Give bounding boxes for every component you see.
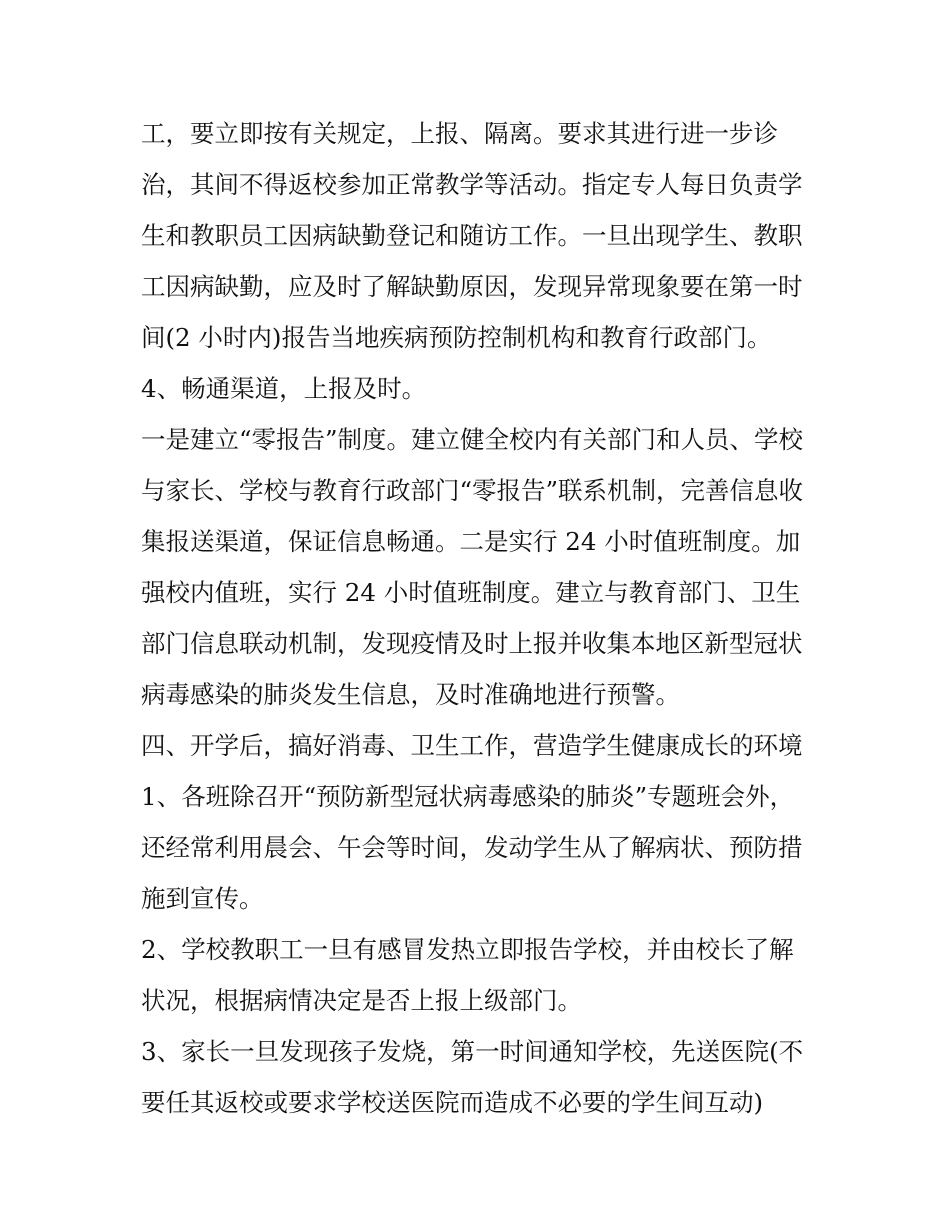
text-line: 病毒感染的肺炎发生信息，及时准确地进行预警。 [141,680,680,709]
text-line: 要任其返校或要求学校送医院而造成不必要的学生间互动) [141,1088,764,1117]
text-line: 集报送渠道，保证信息畅通。二是实行 24 小时值班制度。加 [141,527,801,556]
text-line: 工，要立即按有关规定，上报、隔离。要求其进行进一步诊 [141,119,778,148]
text-line: 一是建立“零报告”制度。建立健全校内有关部门和人员、学校 [141,425,804,454]
text-line: 2、学校教职工一旦有感冒发热立即报告学校，并由校长了解 [141,935,794,964]
text-line: 还经常利用晨会、午会等时间，发动学生从了解病状、预防措 [141,833,803,862]
text-line: 工因病缺勤，应及时了解缺勤原因，发现异常现象要在第一时 [141,272,803,301]
text-line: 治，其间不得返校参加正常教学等活动。指定专人每日负责学 [141,170,803,199]
text-line: 与家长、学校与教育行政部门“零报告”联系机制，完善信息收 [141,476,804,505]
document-body [141,108,821,1128]
text-line: 状况，根据病情决定是否上报上级部门。 [141,986,582,1015]
text-line: 1、各班除召开“预防新型冠状病毒感染的肺炎”专题班会外， [141,782,795,811]
text-line: 强校内值班，实行 24 小时值班制度。建立与教育部门、卫生 [141,578,801,607]
text-line: 生和教职员工因病缺勤登记和随访工作。一旦出现学生、教职 [141,221,803,250]
text-line: 部门信息联动机制，发现疫情及时上报并收集本地区新型冠状 [141,629,803,658]
text-line: 施到宣传。 [141,884,264,913]
text-line: 3、家长一旦发现孩子发烧，第一时间通知学校，先送医院(不 [141,1037,804,1066]
section-heading: 四、开学后，搞好消毒、卫生工作，营造学生健康成长的环境 [141,731,803,760]
text-line: 间(2 小时内)报告当地疾病预防控制机构和教育行政部门。 [141,323,772,352]
section-heading: 4、畅通渠道，上报及时。 [141,374,427,403]
